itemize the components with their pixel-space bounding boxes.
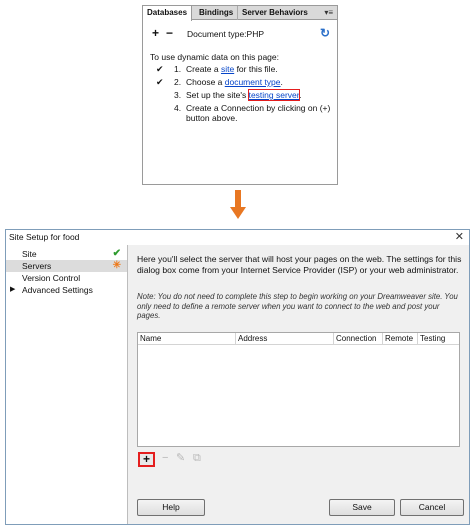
step-text: Create a Connection by clicking on (+) button above. xyxy=(186,103,331,123)
sidebar-item-label: Site xyxy=(22,249,37,259)
column-header-address[interactable]: Address xyxy=(236,333,334,345)
sidebar-item-advanced-settings[interactable] xyxy=(6,284,127,296)
expand-arrow-icon[interactable]: ▶ xyxy=(10,286,16,293)
refresh-icon[interactable]: ↻ xyxy=(319,26,330,40)
down-arrow-icon xyxy=(230,190,246,220)
table-header xyxy=(138,333,459,345)
save-button[interactable]: Save xyxy=(329,499,395,516)
step-text: Choose a xyxy=(186,77,225,87)
step-text: for this file. xyxy=(234,64,278,74)
sidebar-item-version-control[interactable] xyxy=(6,272,127,284)
checkmark-icon: ✔ xyxy=(156,64,164,74)
step-number: 2. xyxy=(174,77,182,87)
column-header-name[interactable]: Name xyxy=(138,333,236,345)
servers-description: Here you'll select the server that will host your pages on the web. The settings for this dialog box come from your Internet Service Provider (ISP) or your web administrator. xyxy=(137,254,462,275)
checkmark-icon: ✔ xyxy=(156,77,164,87)
databases-panel xyxy=(142,5,338,185)
tab-databases[interactable]: Databases xyxy=(143,6,192,21)
checkmark-icon: ✔ xyxy=(112,248,121,259)
edit-server-icon[interactable]: ✎ xyxy=(176,452,186,464)
sidebar-item-label: Version Control xyxy=(22,273,81,283)
servers-pane xyxy=(129,245,469,524)
remove-connection-button[interactable]: − xyxy=(166,26,174,40)
sidebar-item-servers[interactable] xyxy=(6,260,127,272)
step-number: 4. xyxy=(174,103,182,113)
asterisk-icon: ✳ xyxy=(112,260,121,271)
panel-tab-bar xyxy=(143,6,337,20)
remove-server-button[interactable]: − xyxy=(162,452,169,464)
duplicate-server-icon[interactable]: ⧉ xyxy=(193,452,201,464)
cancel-button[interactable]: Cancel xyxy=(400,499,464,516)
site-link[interactable]: site xyxy=(220,64,235,74)
sidebar-item-site[interactable] xyxy=(6,248,127,260)
dialog-titlebar xyxy=(6,230,469,245)
step-number: 1. xyxy=(174,64,182,74)
column-header-testing[interactable]: Testing xyxy=(420,334,446,343)
step-number: 3. xyxy=(174,90,182,100)
sidebar-item-label: Servers xyxy=(22,261,52,271)
site-setup-dialog xyxy=(5,229,470,525)
sidebar-item-label: Advanced Settings xyxy=(22,285,93,295)
category-sidebar xyxy=(6,245,128,524)
panel-toolbar xyxy=(143,25,337,43)
document-type-label: Document type:PHP xyxy=(187,29,265,39)
tab-server-behaviors[interactable]: Server Behaviors xyxy=(237,6,312,20)
step-text: Set up the site's xyxy=(186,90,249,100)
step-text: . xyxy=(280,77,283,87)
instructions-heading: To use dynamic data on this page: xyxy=(150,52,279,62)
document-type-link[interactable]: document type xyxy=(224,77,281,87)
add-server-button[interactable]: + xyxy=(138,452,155,467)
dialog-title: Site Setup for food xyxy=(9,232,80,242)
help-button[interactable]: Help xyxy=(137,499,205,516)
tab-bindings[interactable]: Bindings xyxy=(199,8,234,17)
testing-server-link[interactable]: testing server xyxy=(248,90,300,100)
servers-table[interactable] xyxy=(137,332,460,447)
servers-note: Note: You do not need to complete this step to begin working on your Dreamweaver site. You only need to define a remote server when you want to connect to the web and post your pages. xyxy=(137,292,458,320)
step-text: . xyxy=(299,90,302,100)
close-icon[interactable]: ✕ xyxy=(454,231,464,243)
column-header-connection[interactable]: Connection xyxy=(334,333,383,345)
column-header-remote[interactable]: Remote xyxy=(383,333,418,345)
panel-menu-icon[interactable]: ▾≡ xyxy=(324,8,333,17)
step-text: Create a xyxy=(186,64,221,74)
add-connection-button[interactable]: + xyxy=(152,26,160,40)
